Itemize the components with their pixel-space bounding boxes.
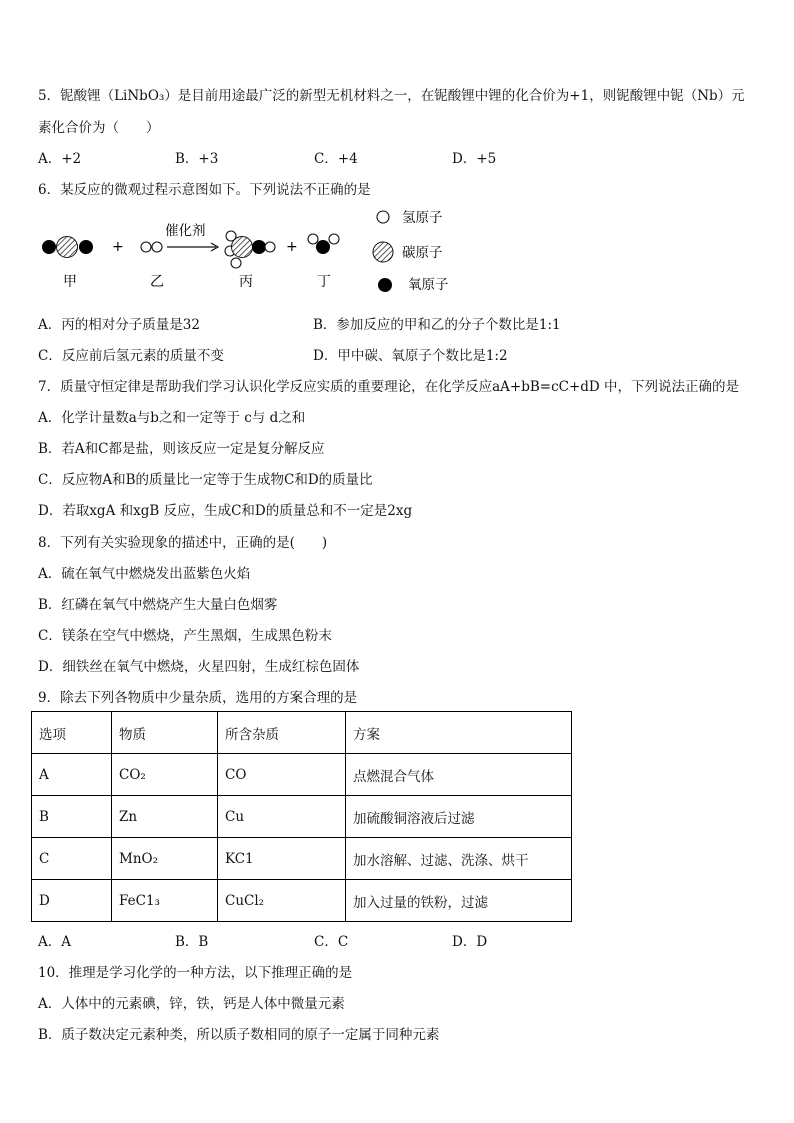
table-header-cell: 物质 bbox=[112, 712, 218, 754]
q8-option-a: A．硫在氧气中燃烧发出蓝紫色火焰 bbox=[38, 566, 251, 582]
table-cell: 加硫酸铜溶液后过滤 bbox=[346, 796, 572, 838]
q9-option-c: C．C bbox=[314, 934, 349, 950]
q5-option-a: A．+2 bbox=[38, 151, 82, 167]
hydrogen-atom-icon bbox=[152, 242, 162, 252]
legend-carbon-label: 碳原子 bbox=[402, 245, 443, 261]
label-bing: 丙 bbox=[239, 274, 253, 290]
q9-option-a: A．A bbox=[38, 934, 71, 950]
oxygen-atom-icon bbox=[79, 240, 93, 254]
table-cell: 加入过量的铁粉，过滤 bbox=[346, 880, 572, 922]
label-yi: 乙 bbox=[150, 274, 164, 290]
legend-carbon-icon bbox=[373, 242, 393, 262]
legend-hydrogen-label: 氢原子 bbox=[402, 210, 443, 226]
table-cell: Cu bbox=[218, 796, 346, 838]
oxygen-atom-icon bbox=[252, 240, 266, 254]
table-row bbox=[32, 754, 572, 796]
table-cell: D bbox=[32, 880, 112, 922]
catalyst-label: 催化剂 bbox=[165, 223, 206, 239]
table-cell: CuCl₂ bbox=[218, 880, 346, 922]
q6-option-c: C．反应前后氢元素的质量不变 bbox=[38, 348, 224, 364]
q7-option-a: A．化学计量数a与b之和一定等于 c与 d之和 bbox=[38, 410, 306, 426]
hydrogen-atom-icon bbox=[329, 234, 339, 244]
q9-table bbox=[31, 711, 572, 922]
q6-option-d: D．甲中碳、氧原子个数比是1:2 bbox=[313, 348, 508, 364]
q10-option-b: B．质子数决定元素种类，所以质子数相同的原子一定属于同种元素 bbox=[38, 1027, 440, 1043]
plus-sign: + bbox=[112, 239, 124, 255]
table-header-cell: 选项 bbox=[32, 712, 112, 754]
legend-oxygen-icon bbox=[378, 278, 392, 292]
q6-stem: 6．某反应的微观过程示意图如下。下列说法不正确的是 bbox=[38, 182, 371, 198]
q5-stem-line2: 素化合价为（ ） bbox=[38, 120, 160, 136]
table-cell: 加水溶解、过滤、洗涤、烘干 bbox=[346, 838, 572, 880]
legend-oxygen-label: 氧原子 bbox=[408, 277, 449, 293]
q7-stem: 7．质量守恒定律是帮助我们学习认识化学反应实质的重要理论，在化学反应aA+bB=cC+dD 中，下列说法正确的是 bbox=[38, 379, 740, 395]
q5-option-d: D．+5 bbox=[452, 151, 497, 167]
hydrogen-atom-icon bbox=[141, 242, 151, 252]
q9-stem: 9．除去下列各物质中少量杂质，选用的方案合理的是 bbox=[38, 690, 358, 706]
label-ding: 丁 bbox=[317, 274, 331, 290]
carbon-atom-icon bbox=[232, 237, 253, 258]
label-jia: 甲 bbox=[63, 274, 77, 290]
table-row bbox=[32, 880, 572, 922]
hydrogen-atom-icon bbox=[231, 258, 241, 268]
legend-hydrogen-icon bbox=[377, 211, 389, 223]
table-cell: CO₂ bbox=[112, 754, 218, 796]
table-header-cell: 所含杂质 bbox=[218, 712, 346, 754]
q5-option-c: C．+4 bbox=[314, 151, 358, 167]
plus-sign: + bbox=[286, 239, 298, 255]
q8-option-b: B．红磷在氧气中燃烧产生大量白色烟雾 bbox=[38, 597, 278, 613]
hydrogen-atom-icon bbox=[308, 234, 318, 244]
table-cell: B bbox=[32, 796, 112, 838]
table-cell: KC1 bbox=[218, 838, 346, 880]
q5-stem-line1: 5．铌酸锂（LiNbO₃）是目前用途最广泛的新型无机材料之一，在铌酸锂中锂的化合价为+1，则铌酸锂中铌（Nb）元 bbox=[38, 88, 745, 104]
q7-option-d: D．若取xgA 和xgB 反应，生成C和D的质量总和不一定是2xg bbox=[38, 503, 413, 519]
table-cell: C bbox=[32, 838, 112, 880]
oxygen-atom-icon bbox=[316, 240, 330, 254]
q7-option-b: B．若A和C都是盐，则该反应一定是复分解反应 bbox=[38, 441, 325, 457]
table-row bbox=[32, 838, 572, 880]
molecule-yi bbox=[141, 242, 162, 252]
table-cell: MnO₂ bbox=[112, 838, 218, 880]
table-cell: Zn bbox=[112, 796, 218, 838]
q9-option-b: B．B bbox=[175, 934, 209, 950]
table-row bbox=[32, 796, 572, 838]
molecule-bing bbox=[225, 231, 275, 268]
hydrogen-atom-icon bbox=[265, 242, 275, 252]
carbon-atom-icon bbox=[57, 237, 78, 258]
q10-option-a: A．人体中的元素碘，锌，铁，钙是人体中微量元素 bbox=[38, 996, 345, 1012]
reaction-diagram bbox=[30, 205, 490, 300]
q8-option-c: C．镁条在空气中燃烧，产生黑烟，生成黑色粉末 bbox=[38, 628, 332, 644]
q6-option-a: A．丙的相对分子质量是32 bbox=[38, 317, 200, 333]
molecule-jia bbox=[42, 237, 93, 258]
q6-option-b: B．参加反应的甲和乙的分子个数比是1:1 bbox=[313, 317, 561, 333]
table-header-row bbox=[32, 712, 572, 754]
table-cell: 点燃混合气体 bbox=[346, 754, 572, 796]
q9-option-d: D．D bbox=[452, 934, 488, 950]
q7-option-c: C．反应物A和B的质量比一定等于生成物C和D的质量比 bbox=[38, 472, 373, 488]
molecule-ding bbox=[308, 234, 339, 254]
table-header-cell: 方案 bbox=[346, 712, 572, 754]
q5-option-b: B．+3 bbox=[175, 151, 219, 167]
oxygen-atom-icon bbox=[42, 240, 56, 254]
q8-option-d: D．细铁丝在氧气中燃烧，火星四射，生成红棕色固体 bbox=[38, 659, 360, 675]
q8-stem: 8．下列有关实验现象的描述中，正确的是( ) bbox=[38, 535, 328, 551]
table-cell: FeC1₃ bbox=[112, 880, 218, 922]
q10-stem: 10．推理是学习化学的一种方法，以下推理正确的是 bbox=[38, 965, 353, 981]
table-cell: A bbox=[32, 754, 112, 796]
table-cell: CO bbox=[218, 754, 346, 796]
